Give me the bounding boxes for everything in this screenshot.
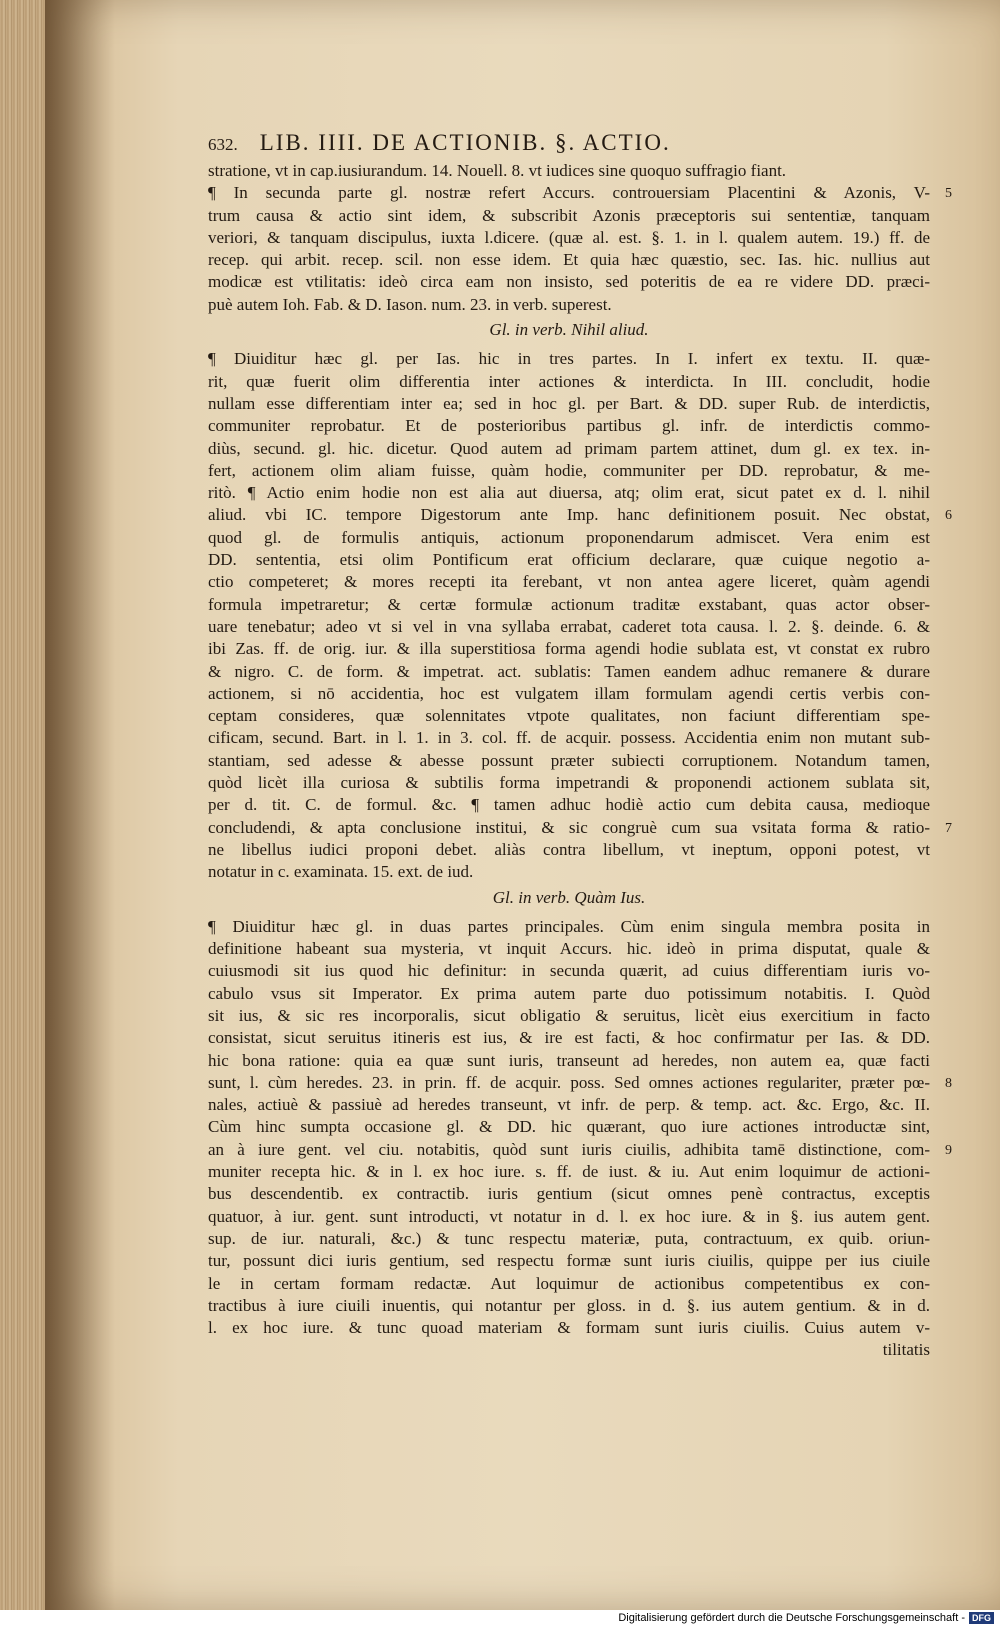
text-line: & nigro. C. de form. & impetrat. act. sublatis: Tamen eandem adhuc remanere & durare (208, 661, 930, 681)
text-line: DD. sententia, etsi olim Pontificum erat officium declarare, quæ cuique negotio a- (208, 550, 930, 570)
text-line: ne libellus iudici proponi debet. aliàs contra libellum, vt ineptum, opponi potest, vt (208, 839, 930, 859)
text-line: nullam esse differentiam inter ea; sed in hoc gl. per Bart. & DD. super Rub. de interdictis, (208, 393, 930, 413)
section-heading: Gl. in verb. Quàm Ius. (492, 887, 646, 907)
text-line: ¶ Diuiditur hæc gl. per Ias. hic in tres partes. In I. infert ex textu. II. quæ- (208, 349, 930, 369)
text-line: tur, possunt dici iuris gentium, sed respectu formæ sunt iuris ciuilis, quippe per ius ciuile (208, 1251, 930, 1271)
page-text (208, 130, 930, 1362)
text-line: ibi Zas. ff. de orig. iur. & illa superstitiosa forma agendi hodie sublata est, vt constat ex rubro (208, 639, 930, 659)
text-line: ritò. ¶ Actio enim hodie non est alia aut diuersa, atq; olim erat, sicut patet ex d. l. nihil (208, 483, 930, 503)
text-line: quod gl. de formulis antiquis, actionum proponendarum admiscet. Vera enim est (208, 527, 930, 547)
text-line: diùs, secund. gl. hic. dicetur. Quod autem ad primam partem attinet, dum gl. ex tex. in- (208, 438, 930, 458)
text-line: tractibus à iure ciuili inuentis, qui notantur per gloss. in d. §. ius autem gentium. & in d. (208, 1295, 930, 1315)
text-line: quatuor, à iur. gent. sunt introducti, vt notatur in d. l. ex hoc iure. & in §. ius autem gent. (208, 1206, 930, 1226)
text-line: an à iure gent. vel ciu. notabitis, quòd sunt iuris ciuilis, adhibita tamē distinctione, com- (208, 1139, 930, 1159)
text-line: consistat, sicut seruitus itineris est ius, & ire est facti, & hoc confirmatur per Ias. & DD. (208, 1028, 930, 1048)
text-line: cuiusmodi sit ius quod hic definitur: in secunda quærit, ad cuius differentiam iuris vo- (208, 961, 930, 981)
gutter-shadow (45, 0, 115, 1610)
text-line: ¶ Diuiditur hæc gl. in duas partes principales. Cùm enim singula membra posita in (208, 916, 930, 936)
margin-line-number: 5 (945, 186, 952, 202)
running-title: LIB. IIII. DE ACTIONIB. §. ACTIO. (259, 130, 671, 155)
footer-credit: Digitalisierung gefördert durch die Deutsche Forschungsgemeinschaft - (618, 1611, 965, 1624)
text-line: recep. qui arbit. recep. scil. non esse idem. Et quia hæc quæstio, sec. Ias. hic. nullius aut (208, 250, 930, 270)
text-line: l. ex hoc iure. & tunc quoad materiam & formam sunt iuris ciuilis. Cuius autem v- (208, 1318, 930, 1338)
text-line: veriori, & tanquam discipulus, iuxta l.dicere. (quæ al. est. §. 1. in l. qualem autem. 19.) ff. de (208, 227, 930, 247)
dfg-logo: DFG (969, 1612, 994, 1624)
text-line: quòd licèt illa curiosa & subtilis forma impetrandi & proponendi actionem sublata sit, (208, 773, 930, 793)
text-line: modicæ est vtilitatis: ideò circa eam non insisto, sed poteritis de ea re videre DD. præci- (208, 272, 930, 292)
text-line: bus descendentib. ex contractib. iuris gentium (sicut omnes penè contractus, exceptis (208, 1184, 930, 1204)
margin-line-number: 7 (945, 820, 952, 836)
text-line: tilitatis (882, 1340, 930, 1360)
text-line: hic bona ratione: quia ea quæ sunt iuris, transeunt ad heredes, non autem ea, quæ facti (208, 1050, 930, 1070)
running-header (208, 130, 930, 156)
text-line: ¶ In secunda parte gl. nostræ refert Accurs. controuersiam Placentini & Azonis, V- (208, 183, 930, 203)
text-line: puè autem Ioh. Fab. & D. Iason. num. 23. in verb. superest. (208, 294, 612, 314)
text-line: trum causa & actio sint idem, & subscribit Azonis præceptoris sui sententiæ, tanquam (208, 205, 930, 225)
text-line: sit ius, & sic res incorporalis, sicut obligatio & seruitus, licèt eius exercitium in facto (208, 1005, 930, 1025)
text-line: ceptam consideres, quæ solennitates vtpote qualitates, non faciunt differentiam spe- (208, 706, 930, 726)
text-line: ctio competeret; & mores recepti ita ferebant, vt non antea agere liceret, quàm agendi (208, 572, 930, 592)
text-line: sunt, l. cùm heredes. 23. in prin. ff. de acquir. poss. Sed omnes actiones regulariter, præter pœ- (208, 1072, 930, 1092)
text-line: concludendi, & apta conclusione institui, & sic congruè cum sua vsitata forma & ratio- (208, 817, 930, 837)
text-line: stantiam, sed adesse & abesse possunt præter subiecti corruptionem. Notandum tamen, (208, 750, 930, 770)
text-line: cabulo vsus sit Imperator. Ex prima autem parte duo potissimum notabitis. I. Quòd (208, 983, 930, 1003)
text-line: stratione, vt in cap.iusiurandum. 14. Nouell. 8. vt iudices sine quoquo suffragio fiant. (208, 161, 787, 180)
text-line: cificam, secund. Bart. in l. 1. in 3. col. ff. de acquir. possess. Accidentia enim non mutant sub- (208, 728, 930, 748)
text-line: formula impetraretur; & certæ formulæ actionum traditæ exstabant, quas actor obser- (208, 594, 930, 614)
page-number: 632. (208, 135, 238, 154)
margin-line-number: 6 (945, 508, 952, 524)
text-line: definitione habeant sua mysteria, vt inquit Accurs. hic. ideò in prima disputat, quale & (208, 939, 930, 959)
text-line: nales, actiuè & passiuè ad heredes transeunt, vt infr. de perp. & temp. act. &c. Ergo, &c. II. (208, 1095, 930, 1115)
body-text (208, 160, 930, 1362)
text-line: aliud. vbi IC. tempore Digestorum ante Imp. hanc definitionem posuit. Nec obstat, (208, 505, 930, 525)
section-heading: Gl. in verb. Nihil aliud. (489, 320, 649, 340)
text-line: sup. de iur. naturali, &c.) & tunc respectu materiæ, puta, contractuum, ex quib. oriun- (208, 1228, 930, 1248)
text-line: uare tenebatur; adeo vt si vel in vna syllaba errabat, caderet tota causa. l. 2. §. deinde. 6. & (208, 616, 930, 636)
text-line: notatur in c. examinata. 15. ext. de iud. (208, 862, 474, 882)
text-line: actionem, si nō accidentia, hoc est vulgatem illam formulam agendi certis verbis con- (208, 683, 930, 703)
margin-line-number: 9 (945, 1142, 952, 1158)
text-line: le in certam formam redactæ. Aut loquimur de actionibus competentibus ex con- (208, 1273, 930, 1293)
text-line: rit, quæ fuerit olim differentia inter actiones & interdicta. In III. concludit, hodie (208, 371, 930, 391)
text-line: Cùm hinc sumpta occasione gl. & DD. hic quærant, quo iure actiones introductæ sint, (208, 1117, 930, 1137)
footer-bar (0, 1610, 1000, 1625)
text-line: per d. tit. C. de formul. &c. ¶ tamen adhuc hodiè actio cum debita causa, medioque (208, 795, 930, 815)
margin-line-number: 8 (945, 1075, 952, 1091)
text-line: communiter reprobatur. Et de posterioribus partibus gl. infr. de interdictis commo- (208, 416, 930, 436)
text-line: fert, actionem olim aliam fuisse, quàm hodie, communiter per DD. reprobatur, & me- (208, 460, 930, 480)
text-line: muniter recepta hic. & in l. ex hoc iure. s. ff. de iust. & iu. Aut enim loquimur de actioni- (208, 1162, 930, 1182)
